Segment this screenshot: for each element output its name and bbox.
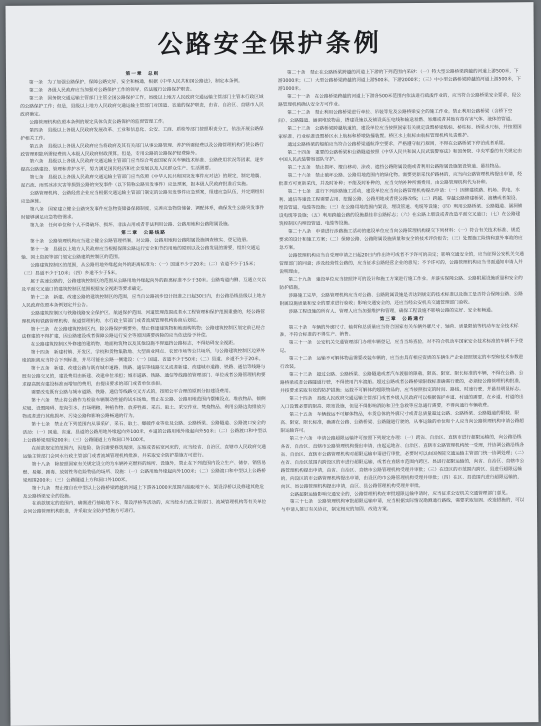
- article-paragraph-right-5: 第二十四条 重要的公路桥梁和公路隧道按照《中华人民共和国人民武装警察法》和国务院、中央军委的有关规定由中国人民武装警察部队守护。: [278, 148, 522, 164]
- article-paragraph-right-2: 第二十二条 禁止利用公路桥梁进行牵拉、吊装等危及公路桥梁安全的施工作业。禁止利用公路桥梁（含桥下空间）、公路隧道、涵洞堆放物品，搭建设施以及铺设高压电线和输送易燃、易爆或者其他有毒有害气体、液体的管道。: [278, 109, 515, 124]
- article-paragraph-left-26: 在前款规定的范围内，因抢险、防汛需要修筑堤坝、压缩或者拓宽河床的，应当经省、自治区、直辖市人民政府交通运输主管部门会同水行政主管部门或者流域管理机构批准，并采取安全防护措施方可进行。: [22, 444, 266, 460]
- article-paragraph-right-17: 第三十二条 运输不可解体物品需要改装车辆的，应当由具有相应资质的车辆生产企业按照规定的车型和技术参数进行改装。: [280, 355, 524, 371]
- article-paragraph-right-0: 第二十条 禁止在公路桥梁跨越的河道上下游的下列范围内采砂：（一）特大型公路桥梁跨越的河道上游500米，下游3000米；（二）大型公路桥梁跨越的河道上游500米，下游2000米；（三）中小型公路桥梁跨越的河道上游500米，下游1000米。: [278, 69, 522, 92]
- article-paragraph-right-16: 第三十一条 公安机关交通管理部门办理车辆登记，应当当场查验，对不符合机动车国家安全技术标准的车辆不予登记。: [279, 339, 524, 355]
- article-paragraph-left-20: 在公路建筑控制区外修建的建筑物、地面构筑物以及其他设施不得遮挡公路标志，不得妨碍安全视距。: [30, 341, 238, 349]
- article-paragraph-left-24: 第十六条 禁止将公路作为检验车辆制动性能的试车场地。禁止在公路、公路用地范围内摆摊设点、堆放物品、倾倒垃圾、设置障碍、挖沟引水、打场晒粮、种植作物、放养牲畜、采石、取土、采空作业、焚烧物品、利用公路边沟排放污物或者进行其他损坏、污染公路和影响公路畅通的行为。: [22, 397, 266, 420]
- document-title: 公路安全保护条例: [157, 28, 382, 59]
- article-paragraph-left-9: 公路管理机构、公路经营企业应当根据交通运输主管部门制定的公路突发事件应急预案，组建应急队伍，并定期组织应急演练。: [20, 190, 265, 205]
- article-paragraph-right-1: 第二十一条 在公路桥梁跨越的河道上下游各500米范围内依法进行疏浚作业的，应当符合公路桥梁安全要求，经公路管理机构确认安全方可作业。: [278, 93, 522, 108]
- article-paragraph-left-5: 第四条 县级以上各级人民政府发展改革、工业和信息化、公安、工商、质检等部门按照职责分工，依法开展公路保护相关工作。: [20, 126, 264, 142]
- article-paragraph-right-8: 第二十七条 进行下列涉路施工活动，建设单位应当向公路管理机构提出申请：（一）因修建铁路、机场、供电、水利、通信等建设工程需要占用、挖掘公路、公路用地或者使公路改线；（二）跨越、穿越公路修建桥梁、渡槽或者架设、埋设管道、电缆等设施；（三）在公路用地范围内架设、埋设管道、电缆等设施；（四）利用公路桥梁、公路隧道、涵洞铺设电缆等设施；（五）利用跨越公路的设施悬挂非公路标志；（六）在公路上增设或者改造平面交叉道口；（七）在公路建筑控制区内埋设管道、电缆等设施。: [278, 188, 523, 228]
- article-paragraph-left-4: 公路管理机构依照本条例的规定具体负责公路保护的监督管理工作。: [29, 119, 168, 126]
- article-paragraph-right-9: 第二十八条 申请进行涉路施工活动的建设单位应当向公路管理机构提交下列材料：（一）符合有关技术标准、规范要求的设计和施工方案；（二）保障公路、公路附属设施质量和安全的技术评价报告；（三）处置施工险情和意外事故的应急方案。: [279, 228, 523, 251]
- article-paragraph-left-6: 第五条 县级以上各级人民政府应当将政府及其有关部门从事公路管理、养护所需经费以及公路管理机构行使公路行政管理职能所需经费纳入本级人民政府财政预算。但是，专用公路的公路保护经费除外。: [20, 142, 264, 158]
- article-paragraph-right-13: 涉路工程设施的所有人、管理人应当加强维护和管理，确保工程设施不影响公路的完好、安全和畅通。: [288, 308, 496, 315]
- article-paragraph-left-15: 公路建筑控制区的范围，从公路用地外缘起向外的距离标准为：（一）国道不少于20米；（二）省道不少于15米；（三）县道不少于10米；（四）乡道不少于5米。: [21, 261, 258, 277]
- left-column: [20, 70, 270, 720]
- article-paragraph-right-15: 第三十条 车辆的外廓尺寸、轴荷和总质量应当符合国家有关车辆外廓尺寸、轴荷、质量限值等机动车安全技术标准，不符合标准的不得生产、销售。: [279, 323, 519, 339]
- article-paragraph-right-4: 通过公路桥梁的船舶应当符合公路桥梁通航净空要求，严格遵守航行规则，不得在公路桥梁下停泊或者系缆。: [287, 140, 508, 148]
- article-paragraph-left-14: 第十一条 县级以上地方人民政府应当根据保障公路运行安全和节约用地的原则以及公路发展的需要，组织交通运输、国土资源等部门划定公路建筑控制区的范围。: [21, 246, 260, 261]
- article-paragraph-left-16: 属于高速公路的，公路建筑控制区的范围从公路用地外缘起向外的距离标准不少于30米。公路弯道内侧、互通立交以及平面交叉道口的建筑控制区范围根据安全视距等要求确定。: [21, 277, 266, 293]
- chapter-heading-left-0: 第一章 总则: [125, 71, 160, 78]
- article-paragraph-left-25: 第十七条 禁止在下列范围内从事采矿、采石、取土、爆破作业等危及公路、公路桥梁、公路隧道、公路渡口安全的活动：（一）国道、省道、县道的公路用地外缘起向外100米，乡道的公路用地外缘起向外50米；（二）公路渡口和中型以上公路桥梁周围200米；（三）公路隧道上方和洞口外100米。: [22, 420, 267, 444]
- article-paragraph-left-3: 第三条 国务院交通运输主管部门主管全国公路保护工作。县级以上地方人民政府交通运输主管部门主管本行政区域的公路保护工作；但是，县级以上地方人民政府交通运输主管部门对国道、省道的保护职责，由省、自治区、直辖市人民政府确定。: [20, 94, 264, 118]
- article-paragraph-right-20: 第三十五条 车辆载运不可解体物品，车货总体的外廓尺寸或者总质量超过公路、公路桥梁、公路隧道的限载、限高、限宽、限长标准，确需在公路、公路桥梁、公路隧道行驶的，从事运输的单位和个人应当向公路管理机构申请公路超限运输许可。: [280, 411, 524, 434]
- article-paragraph-left-1: 第一条 为了加强公路保护，保障公路完好、安全和畅通，根据《中华人民共和国公路法》，制定本条例。: [29, 79, 243, 86]
- chapter-heading-left-12: 第二章 公路线路: [121, 230, 166, 237]
- article-paragraph-left-11: 第九条 任何单位和个人不得破坏、损坏、非法占用或者非法利用公路、公路用地和公路附属设施。: [30, 222, 233, 229]
- right-column: [278, 68, 528, 718]
- chapter-heading-right-14: 第三章 公路通行: [379, 316, 425, 322]
- article-paragraph-right-6: 第二十五条 禁止损坏、擅自移动、涂改、遮挡公路附属设施或者利用公路附属设施架设管道、悬挂物品。: [287, 164, 504, 172]
- article-paragraph-right-12: 涉路施工完毕，公路管理机构应当对公路、公路附属设施是否达到规定的技术标准以及施工是否符合保障公路、公路附属设施质量和安全的要求进行验收；影响交通安全的，还应当经公安机关交通管理部门验收。: [279, 291, 523, 307]
- article-paragraph-left-2: 第二条 各级人民政府应当加强对公路保护工作的领导，依法履行公路保护职责。: [29, 87, 195, 94]
- article-paragraph-right-18: 第三十三条 超过公路、公路桥梁、公路隧道或者汽车渡船的限载、限高、限宽、限长标准的车辆，不得在公路、公路桥梁或者公路隧道行驶，不得使用汽车渡船。超过公路或者公路桥梁限载标准确需行驶的，必须经公路管理机构批准，并按要求采取有效的防护措施；运载不可解体的超限物品的，应当按照指定的时间、路线、时速行驶，并悬挂明显标志。: [280, 371, 524, 395]
- article-paragraph-left-28: 第十九条 禁止擅自在中型以上公路桥梁跨越的河道上下游各1000米范围内抽取地下水、架设浮桥以及修建其他危及公路桥梁安全的设施。: [22, 484, 265, 500]
- article-paragraph-right-3: 第二十三条 公路桥梁跨越航道的，建设单位应当按照国家有关规定设置桥梁航标、桥柱标、桥梁水尺标，并按照国家标准、行业标准设置桥区水上航标和桥墩防撞装置。桥区水上航标由航标管理机构负责维护。: [278, 124, 522, 140]
- article-paragraph-left-29: 在前款规定的范围内，确需进行抽取地下水、架设浮桥等活动的，应当经水行政主管部门、流域管理机构等有关单位会同公路管理机构批准，并采取安全防护措施方可进行。: [23, 500, 267, 516]
- article-paragraph-left-22: 第十五条 新建、改建公路与既有城市道路、铁路、通信等线路交叉或者新建、改建城市道路、铁路、通信等线路与既有公路交叉的，建设费用由新建、改建单位承担；城市道路、铁路、通信等线路的管理部门、单位或者公路管理机构要求提高既有建设标准而增加的费用，由提出要求的部门或者单位承担。: [22, 365, 266, 388]
- article-paragraph-left-13: 第十条 公路管理机构应当建立健全公路管理档案，对公路、公路用地和公路附属设施调查核实、登记造册。: [30, 238, 251, 245]
- article-paragraph-left-19: 第十三条 在公路建筑控制区内，除公路保护需要外，禁止修建建筑物和地面构筑物；公路建筑控制区划定前已经合法修建的不得扩建，因公路建设或者保障公路运行安全等原因需要拆除的应当依法给予补偿。: [21, 325, 266, 341]
- document-page: [5, 2, 538, 726]
- article-paragraph-left-8: 第七条 县级以上各级人民政府交通运输主管部门应当依照《中华人民共和国突发事件应对法》的规定，制定地震、泥石流、雨雪冰冻灾害等损毁公路的突发事件（以下简称公路突发事件）应急预案，报本级人民政府批准后实施。: [20, 174, 265, 190]
- article-paragraph-left-27: 第十八条 除按照国家有关规定设立的为车辆补充燃料的场所、设施外，禁止在下列范围内设立生产、储存、销售易燃、易爆、剧毒、放射性等危险物品的场所、设施：（一）公路用地外缘起向外100米；（二）公路渡口和中型以上公路桥梁周围200米；（三）公路隧道上方和洞口外100米。: [22, 460, 267, 484]
- article-paragraph-right-23: 第三十七条 公路管理机构审批超限运输申请，应当根据实际情况勘测通行路线，需要采取加固、改造措施的，可以与申请人签订有关协议，制定相应的加固、改造方案。: [281, 498, 525, 514]
- article-paragraph-right-22: 公路超限运输影响交通安全的，公路管理机构在审批超限运输申请时，应当征求公安机关交通管理部门意见。: [289, 490, 511, 498]
- article-paragraph-left-10: 第八条 国家建立健全公路突发事件应急物资储备保障制度，完善应急物资储备、调配体系，确保发生公路突发事件时能够满足应急物资需求。: [20, 206, 265, 221]
- article-paragraph-right-21: 第三十六条 申请公路超限运输许可按照下列规定办理：（一）跨省、自治区、直辖市进行超限运输的，向公路沿线各省、自治区、直辖市公路管理机构提出申请，由起运地省、自治区、直辖市公路管理机构统一受理，并协调公路沿线各省、自治区、直辖市公路管理机构对超限运输申请进行审批，必要时可以由国务院交通运输主管部门统一协调处理；（二）在省、自治区范围内跨设区的市进行超限运输，或者在直辖市范围内跨区、县进行超限运输的，向省、自治区、直辖市公路管理机构提出申请，由省、自治区、直辖市公路管理机构受理并审批；（三）在设区的市范围内跨区、县进行超限运输的，向设区的市公路管理机构提出申请，由设区的市公路管理机构受理并审批；（四）在区、县范围内进行超限运输的，向区、县公路管理机构提出申请，由区、县公路管理机构受理并审批。: [280, 435, 525, 490]
- article-paragraph-right-11: 第二十九条 建设单位应当按照许可的设计和施工方案进行施工作业，并落实保障公路、公路附属设施质量和安全的防护措施。: [279, 276, 523, 291]
- article-paragraph-right-19: 第三十四条 县级人民政府交通运输主管部门或者乡级人民政府可以根据保护乡道、村道的需要，在乡道、村道的出入口设置必要的限高、限宽设施，但是不得影响消防和卫生急救等应急通行需要，不得向通行车辆收费。: [280, 395, 524, 410]
- article-paragraph-left-18: 公路建筑控制区与铁路线路安全保护区、航道保护范围、河道管理范围或者水工程管理和保护范围重叠的，经公路管理机构和铁路管理机构、航道管理机构、水行政主管部门或者流域管理机构协商后划定。: [21, 309, 265, 325]
- article-paragraph-right-10: 公路管理机构应当自受理申请之日起20日内作出许可或者不予许可的决定；影响交通安全的，应当征得公安机关交通管理部门的同意；涉及经营性公路的，应当征求公路经营企业的意见；不予许可的，公路管理机构应当书面通知申请人并说明理由。: [279, 252, 524, 275]
- article-paragraph-left-21: 第十四条 新建村镇、开发区、学校和货物集散地、大型商业网点、农贸市场等公共场所，与公路建筑控制区边界外缘的距离应当符合下列标准，并尽可能在公路一侧建设：（一）国道、省道不少于50米；（二）县道、乡道不少于20米。: [21, 349, 266, 365]
- article-paragraph-left-23: 需要改变既有公路与城市道路、铁路、通信等线路交叉方式的，按照公平合理的原则分担建设费用。: [31, 389, 234, 396]
- article-paragraph-left-7: 第六条 县级以上各级人民政府交通运输主管部门应当综合考虑国家有关车辆技术标准、公路使用状况等因素，逐步提高公路建设、管理和养护水平，努力满足国民经济和社会发展以及人民群众生产、生活需要。: [20, 158, 264, 174]
- article-paragraph-left-17: 第十二条 新建、改建公路的建筑控制区的范围，应当自公路初步设计批准之日起30日内，由公路沿线县级以上地方人民政府依照本条例划定并公告。: [21, 293, 267, 309]
- article-paragraph-right-7: 第二十六条 禁止破坏公路、公路用地范围内的绿化物。需要更新采伐护路林的，应当向公路管理机构提出申请，经批准方可更新采伐，并及时补种；不能及时补种的，应当交纳补种所需费用，由公路管理机构代为补种。: [278, 172, 523, 188]
